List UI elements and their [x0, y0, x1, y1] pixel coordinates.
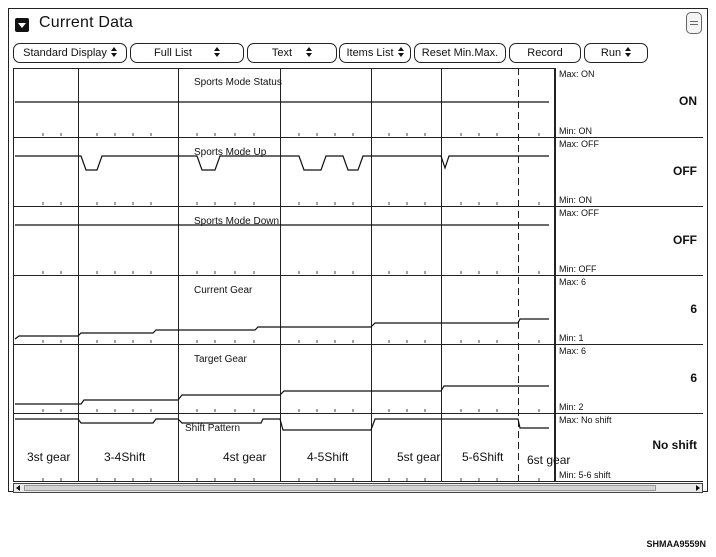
min-value: Min: ON [559, 195, 593, 205]
scroll-left-icon[interactable] [16, 485, 20, 491]
window-title: Current Data [39, 14, 133, 31]
toolbar [13, 43, 703, 63]
figure-code: SHMAA9559N [646, 539, 706, 549]
value-panel-sports-mode-status [555, 68, 703, 138]
value-panel-current-gear [555, 276, 703, 345]
items-list-select[interactable] [339, 43, 411, 63]
current-value: 6 [690, 371, 697, 385]
window-menu-icon[interactable] [686, 12, 702, 34]
min-value: Min: 5-6 shift [559, 470, 611, 480]
shift-label: 5-6Shift [462, 450, 504, 464]
items-list-label: Items List [346, 47, 394, 59]
title-bar [9, 9, 707, 41]
max-value: Max: OFF [559, 139, 599, 149]
max-value: Max: 6 [559, 277, 587, 287]
reset-min-max-button[interactable] [414, 43, 506, 63]
shift-label: 3st gear [27, 450, 71, 464]
min-value: Min: 1 [559, 333, 584, 343]
text-label: Text [271, 47, 293, 59]
shift-label: 6st gear [527, 453, 571, 467]
trace-title-sports-mode-down: Sports Mode Down [194, 216, 280, 227]
data-graph-area [13, 68, 571, 482]
value-panel-shift-pattern [555, 414, 703, 482]
trace-title-current-gear: Current Gear [194, 285, 253, 296]
text-select[interactable] [247, 43, 337, 63]
max-value: Max: OFF [559, 208, 599, 218]
max-value: Max: ON [559, 69, 595, 79]
trace-title-shift-pattern: Shift Pattern [185, 423, 241, 434]
max-value: Max: 6 [559, 346, 587, 356]
shift-label: 5st gear [397, 450, 441, 464]
min-value: Min: OFF [559, 264, 597, 274]
value-panel-target-gear [555, 345, 703, 414]
current-value: No shift [652, 438, 697, 452]
horizontal-scrollbar[interactable] [13, 483, 703, 493]
full-list-label: Full List [154, 47, 192, 59]
max-value: Max: No shift [559, 415, 612, 425]
trace-title-sports-mode-up: Sports Mode Up [194, 147, 267, 158]
record-button[interactable] [509, 43, 581, 63]
shift-label: 4-5Shift [307, 450, 349, 464]
full-list-select[interactable] [130, 43, 244, 63]
spinner-icon [214, 47, 220, 57]
standard-display-label: Standard Display [23, 47, 107, 59]
spinner-icon [111, 47, 117, 57]
min-value: Min: 2 [559, 402, 584, 412]
run-select[interactable] [584, 43, 648, 63]
scroll-right-icon[interactable] [696, 485, 700, 491]
value-panel-sports-mode-down [555, 207, 703, 276]
collapse-arrow-icon[interactable] [15, 18, 29, 32]
run-label: Run [600, 47, 622, 59]
min-value: Min: ON [559, 126, 593, 136]
spinner-icon [625, 47, 631, 57]
current-value: 6 [690, 302, 697, 316]
value-panel-sports-mode-up [555, 138, 703, 207]
trace-title-sports-mode-status: Sports Mode Status [194, 77, 282, 88]
scroll-thumb[interactable] [24, 485, 656, 491]
current-value: ON [679, 94, 697, 108]
standard-display-select[interactable] [13, 43, 127, 63]
reset-label: Reset Min.Max. [421, 47, 499, 59]
trace-title-target-gear: Target Gear [194, 354, 247, 365]
shift-label: 4st gear [223, 450, 267, 464]
shift-label: 3-4Shift [104, 450, 146, 464]
spinner-icon [306, 47, 312, 57]
current-value: OFF [673, 233, 697, 247]
record-label: Record [527, 47, 563, 59]
spinner-icon [398, 47, 404, 57]
current-value: OFF [673, 164, 697, 178]
current-data-window [8, 8, 708, 492]
